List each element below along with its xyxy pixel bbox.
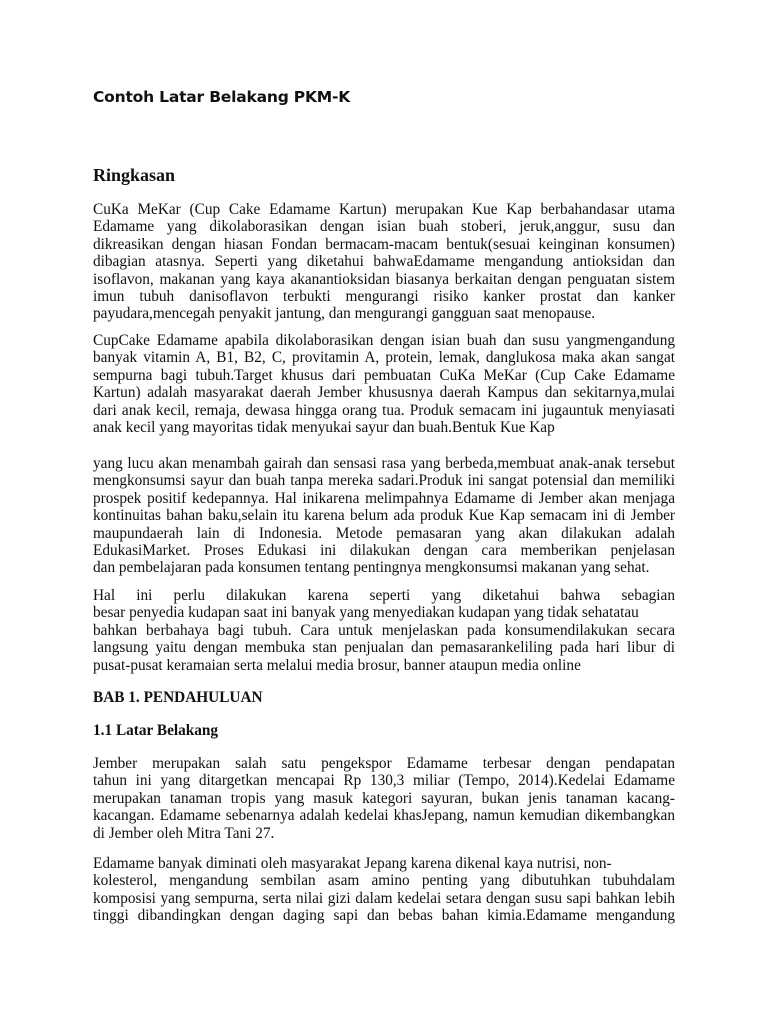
text-line: dari anak kecil, remaja, dewasa hingga orang tua. Produk semacam ini jugauntuk menyiasati xyxy=(93,401,675,419)
text-line: langsung yaitu dengan membuka stan penjualan dan pemasarankeliling pada hari libur di xyxy=(93,639,675,657)
text-line: dibagian atasnya. Seperti yang diketahui bahwaEdamame mengandung antioksidan dan xyxy=(93,253,675,271)
ringkasan-paragraph-3 xyxy=(93,455,675,577)
text-line: kacangan. Edamame sebenarnya adalah kedelai khasJepang, namun kemudian dikembangkan xyxy=(93,807,675,825)
text-line: banyak vitamin A, B1, B2, C, provitamin A, protein, lemak, danglukosa maka akan sangat xyxy=(93,349,675,367)
ringkasan-heading: Ringkasan xyxy=(93,165,176,185)
ringkasan-paragraph-4 xyxy=(93,587,675,674)
text-line: Kartun) adalah masyarakat daerah Jember khususnya daerah Kampus dan sekitarnya,mulai xyxy=(93,384,675,402)
text-line: merupakan tanaman tropis yang masuk kategori sayuran, bukan jenis tanaman kacang- xyxy=(93,789,675,807)
document-title: Contoh Latar Belakang PKM-K xyxy=(93,88,351,106)
ringkasan-paragraph-2 xyxy=(93,332,675,436)
text-line: Jember merupakan salah satu pengekspor Edamame terbesar dengan pendapatan xyxy=(93,755,675,772)
text-line: CuKa MeKar (Cup Cake Edamame Kartun) merupakan Kue Kap berbahandasar utama xyxy=(93,201,675,218)
ringkasan-paragraph-1 xyxy=(93,201,675,323)
text-line: prospek positif kedepannya. Hal inikarena melimpahnya Edamame di Jember akan menjaga xyxy=(93,489,675,507)
text-line: tahun ini yang ditargetkan mencapai Rp 130,3 miliar (Tempo, 2014).Kedelai Edamame xyxy=(93,772,675,790)
text-line: dikreasikan dengan hiasan Fondan bermacam-macam bentuk(sesuai keinginan konsumen) xyxy=(93,235,675,253)
text-line: maupundaerah lain di Indonesia. Metode pemasaran yang akan dilakukan adalah xyxy=(93,524,675,542)
latar-belakang-paragraph-1 xyxy=(93,755,675,842)
bab-heading: BAB 1. PENDAHULUAN xyxy=(93,689,263,706)
text-line: komposisi yang sempurna, serta nilai gizi dalam kedelai setara dengan susu sapi bahkan lebih xyxy=(93,889,675,907)
text-line: dan pembelajaran pada konsumen tentang pentingnya mengkonsumsi makanan yang sehat. xyxy=(93,559,650,577)
text-line: Edamame banyak diminati oleh masyarakat Jepang karena dikenal kaya nutrisi, non- xyxy=(93,855,612,872)
text-line: anak kecil yang mayoritas tidak menyukai sayur dan buah.Bentuk Kue Kap xyxy=(93,418,555,436)
latar-belakang-paragraph-2 xyxy=(93,855,675,925)
text-line: yang lucu akan menambah gairah dan sensasi rasa yang berbeda,membuat anak-anak tersebut xyxy=(93,455,675,472)
text-line: imun tubuh danisoflavon terbukti mengurangi risiko kanker prostat dan kanker xyxy=(93,287,675,305)
text-line: EdukasiMarket. Proses Edukasi ini dilakukan dengan cara memberikan penjelasan xyxy=(93,541,675,559)
text-line: kolesterol, mengandung sembilan asam amino penting yang dibutuhkan tubuhdalam xyxy=(93,872,675,890)
text-line: besar penyedia kudapan saat ini banyak yang menyediakan kudapan yang tidak sehatatau xyxy=(93,604,639,622)
text-line: Edamame yang dikolaborasikan dengan isian buah stoberi, jeruk,anggur, susu dan xyxy=(93,218,675,236)
text-line: CupCake Edamame apabila dikolaborasikan dengan isian buah dan susu yangmengandung xyxy=(93,332,675,349)
text-line: di Jember oleh Mitra Tani 27. xyxy=(93,824,275,842)
text-line: Hal ini perlu dilakukan karena seperti yang diketahui bahwa sebagian xyxy=(93,587,675,604)
subsection-heading: 1.1 Latar Belakang xyxy=(93,722,219,739)
text-line: pusat-pusat keramaian serta melalui media brosur, banner ataupun media online xyxy=(93,656,581,674)
text-line: payudara,mencegah penyakit jantung, dan mengurangi gangguan saat menopause. xyxy=(93,305,596,323)
text-line: mengkonsumsi sayur dan buah tanpa mereka sadari.Produk ini sangat potensial dan memiliki xyxy=(93,472,675,490)
text-line: sempurna bagi tubuh.Target khusus dari pembuatan CuKa MeKar (Cup Cake Edamame xyxy=(93,366,675,384)
text-line: tinggi dibandingkan dengan daging sapi dan bebas bahan kimia.Edamame mengandung xyxy=(93,907,675,925)
text-line: kontinuitas bahan baku,selain itu karena belum ada produk Kue Kap semacam ini di Jember xyxy=(93,507,675,525)
text-line: isoflavon, makanan yang kaya akanantioksidan biasanya berkaitan dengan penguatan sistem xyxy=(93,270,675,288)
text-line: bahkan berbahaya bagi tubuh. Cara untuk menjelaskan pada konsumendilakukan secara xyxy=(93,621,675,639)
